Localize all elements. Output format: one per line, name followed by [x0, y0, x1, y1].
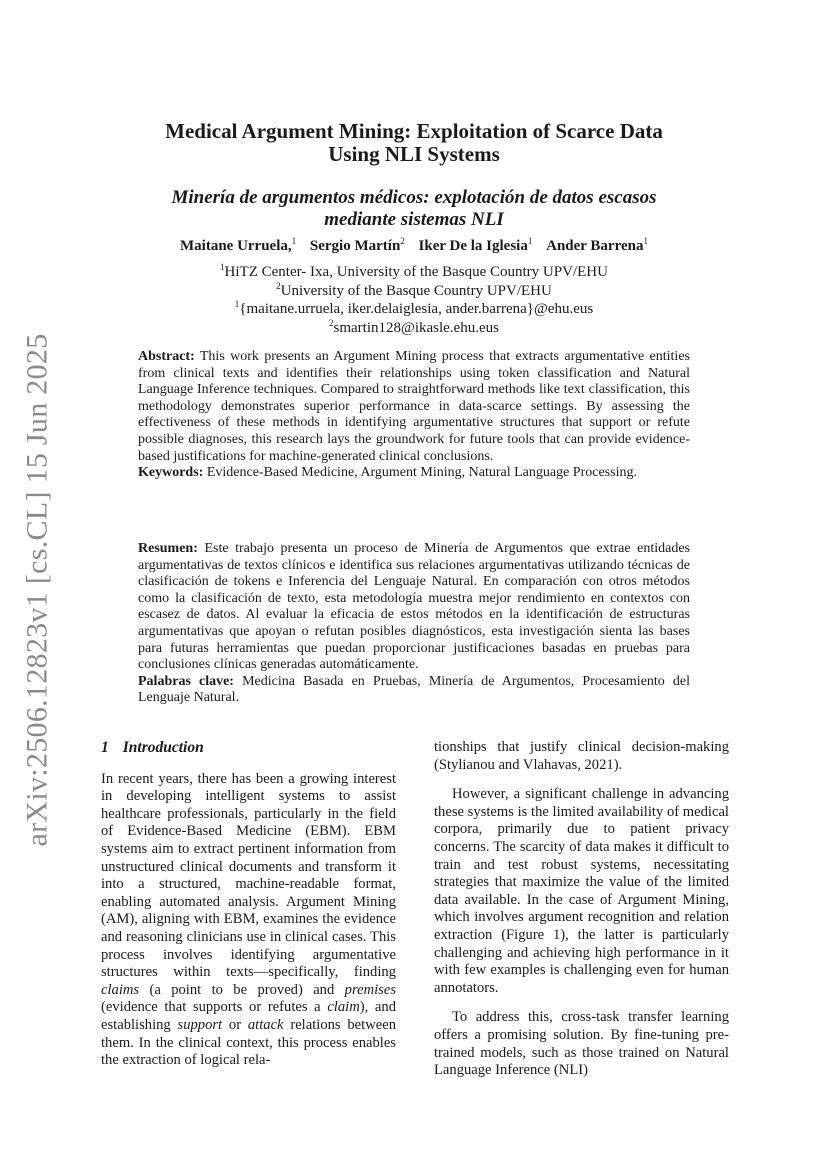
author: Sergio Martín$^2$ [309, 236, 405, 254]
author: Maitane Urruela,$^1$ [180, 236, 297, 254]
intro-paragraph: In recent years, there has been a growing interest in developing intelligent systems to assist healthcare professionals, particularly in the field of Evidence-Based Medicine (EBM). EBM systems aim to extract pertinent information from unstructured clinical documents and transform it into a structured, machine-readable format, enabling automated analysis. Argument Mining (AM), aligning with EBM, examines the evidence and reasoning clinicians use in clinical cases. This process involves identifying argumentative structures within texts—specifically, finding claims (a point to be proved) and premises (evidence that supports or refutes a claim), and establishing support or attack relations between them. In the clinical context, this process enables the extraction of logical rela- [101, 770, 396, 1069]
arxiv-id-text: arXiv:2506.12823v1 [cs.CL] 15 Jun 2025 [21, 333, 54, 847]
right-column [434, 739, 729, 1080]
abstract [138, 349, 690, 482]
resumen-keywords: Palabras clave: Medicina Basada en Pruebas, Minería de Argumentos, Procesamiento del Lenguaje Natural. [138, 673, 690, 706]
title-es-line-2: mediante sistemas NLI [324, 209, 504, 230]
author: Ander Barrena$^1$ [546, 236, 648, 254]
title-es-line-1: Minería de argumentos médicos: explotación de datos escasos [171, 187, 657, 208]
intro-paragraph: To address this, cross-task transfer learning offers a promising solution. By fine-tuning pre-trained models, such as those trained on Natural Language Inference (NLI) [434, 1009, 729, 1079]
affiliation: $^1$HiTZ Center- Ixa, University of the Basque Country UPV/EHU [220, 262, 608, 280]
title-line-1: Medical Argument Mining: Exploitation of Scarce Data [165, 119, 663, 143]
abstract-body: Abstract: This work presents an Argument Mining process that extracts argumentative entities from clinical texts and identifies their relationships using token classification and Natural Language Inference techniques. Compared to straightforward methods like text classification, this methodology demonstrates superior performance in data-scarce settings. By assessing the effectiveness of these methods in identifying argumentative structures that support or refute possible diagnoses, this research lays the groundwork for future tools that can provide evidence-based justifications for machine-generated clinical conclusions. [138, 349, 690, 464]
intro-paragraph-continued: tionships that justify clinical decision-making (Stylianou and Vlahavas, 2021). [434, 739, 729, 773]
intro-paragraph: However, a significant challenge in advancing these systems is the limited availability of medical corpora, primarily due to patient privacy concerns. The scarcity of data makes it difficult to train and test robust systems, necessitating strategies that maximize the value of the limited data available. In the case of Argument Mining, which involves argument recognition and relation extraction (Figure 1), the latter is particularly challenging and achieving high performance in it with few examples is challenging even for human annotators. [434, 786, 729, 996]
paper-title [0, 120, 828, 166]
author-email: $^2$smartin128@ikasle.ehu.eus [329, 318, 499, 336]
arxiv-identifier [18, 333, 58, 847]
author-emails: $^1${maitane.urruela, iker.delaiglesia, ander.barrena}@ehu.eus [234, 299, 594, 317]
author: Iker De la Iglesia$^1$ [418, 236, 533, 254]
paper-title-spanish [0, 187, 828, 231]
abstract-keywords: Keywords: Evidence-Based Medicine, Argument Mining, Natural Language Processing. [138, 465, 637, 481]
title-line-2: Using NLI Systems [328, 142, 500, 166]
section-heading: 1 Introduction [101, 739, 204, 756]
author-list [0, 236, 828, 255]
resumen [138, 541, 690, 707]
left-column [101, 739, 396, 1070]
affiliation: $^2$University of the Basque Country UPV/EHU [276, 281, 552, 299]
resumen-body: Resumen: Este trabajo presenta un proceso de Minería de Argumentos que extrae entidades argumentativas de textos clínicos e identifica sus relaciones argumentativas utilizando técnicas de clasificación de tokens e Inferencia del Lenguaje Natural. En comparación con otros métodos como la clasificación de texto, esta metodología muestra mejor rendimiento en contextos con escasez de datos. Al evaluar la eficacia de estos métodos en la identificación de estructuras argumentativas que apoyan o refutan posibles diagnósticos, esta investigación sienta las bases para futuras herramientas que puedan proporcionar justificaciones basadas en pruebas para conclusiones clínicas generadas automáticamente. [138, 541, 690, 673]
